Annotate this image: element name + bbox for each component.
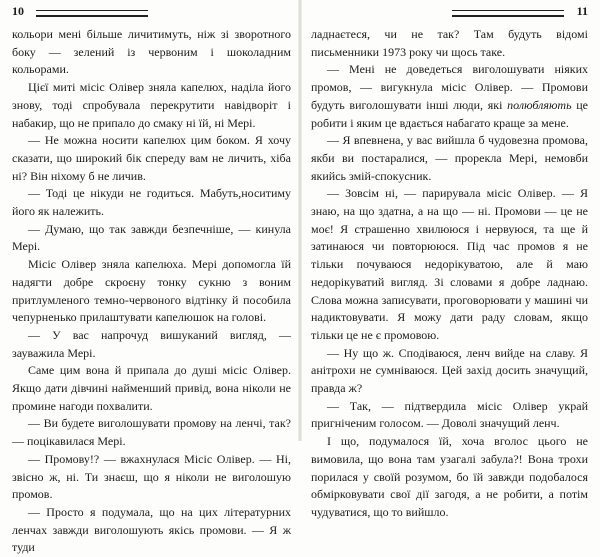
paragraph: — У вас напрочуд вишуканий вигляд, — зауважила Мері.	[12, 327, 291, 360]
left-page-header	[12, 0, 291, 26]
paragraph: — Ви будете виголошувати промову на ленчі, так? — поцікавилася Мері.	[12, 416, 291, 449]
page-number: 10	[12, 4, 24, 18]
paragraph: — Просто я подумала, що на цих літературних ленчах завжди виголошують якісь промови. — Я ж туди	[12, 504, 291, 555]
emphasis-word: полюбляють	[507, 97, 572, 112]
header-rule	[452, 10, 564, 17]
paragraph: ладнаєтеся, чи не так? Там будуть відомі письменники 1973 року чи щось таке.	[311, 27, 588, 59]
paragraph: — Ну що ж. Сподіваюся, ленч вийде на славу. Я анітрохи не сумніваюся. Цей захід досить значущий, правда ж?	[311, 345, 588, 396]
paragraph: І що, подумалося їй, хоча вголос цього не вимовила, що вона там узагалі забула?! Вона трохи порилася у своїй розумом, бо їй завжди подобалося обмірковувати свої дії загодя, а не робити, а потім чудуватися, що то вийшло.	[311, 434, 588, 519]
page-body	[311, 26, 588, 522]
paragraph: кольори мені більше личитимуть, ніж зі зворотного боку — зелений із червоним і шоколадним кольорами.	[12, 27, 291, 77]
paragraph: — Думаю, що так завжди безпечніше, — кинула Мері.	[12, 221, 291, 254]
paragraph: Місіс Олівер зняла капелюха. Мері допомогла їй надягти добре скроєну тонку сукню з воним притлумленого темно-червоного відтінку й пособила чепурненько прилаштувати капелюшок на голові.	[12, 257, 291, 325]
paragraph: — Я впевнена, у вас вийшла б чудовезна промова, якби ви постаралися, — прорекла Мері, немовби якийсь змій-спокусник.	[311, 133, 588, 183]
paragraph: — Зовсім ні, — парирувала місіс Олівер. — Я знаю, на що здатна, а на що — ні. Промови — це не моє! Я страшенно хвилююся і нервуюся, та ще й затинаюся чи повторююся. Під час промов я не тільки почуваюся недорікуватою, але й маю недорікуватий вигляд. Зі словами я добре ладнаю. Слова можна записувати, проговорювати у машині чи надиктовувати. Я можу дати раду словам, якщо тільки це не є промовою.	[311, 186, 588, 342]
paragraph: — Тоді це нікуди не годиться. Мабуть,носитиму його як належить.	[12, 186, 291, 219]
paragraph: — Мені не доведеться виголошувати ніяких промов, — вигукнула місіс Олівер. — Промови будуть виголошувати інші люди, які полюбляють це робити і яким це вдається набагато краще за мене.	[311, 62, 588, 130]
left-page	[0, 0, 299, 555]
paragraph: — Не можна носити капелюх цим боком. Я хочу сказати, що широкий бік спереду вам не личить, хіба ні? Він ніхому б не личив.	[12, 133, 291, 183]
page-number: 11	[576, 4, 588, 18]
paragraph: — Промову!? — вжахнулася Місіс Олівер. — Ні, звісно ж, ні. Ти знаєш, що я ніколи не виголошую промов.	[12, 451, 291, 502]
paragraph: Цієї миті місіс Олівер зняла капелюх, наділа його знову, тоді спробувала перекрутити навідворіт і набакир, що не припало до смаку ні їй, ні Мері.	[12, 80, 291, 130]
header-rule	[36, 10, 148, 17]
paragraph: Саме цим вона й припала до душі місіс Олівер. Якщо дати дівчині найменший привід, вона ніколи не проминe нагоди похвалити.	[12, 363, 291, 413]
right-page	[301, 0, 600, 519]
paragraph: — Так, — підтвердила місіс Олівер украй пригніченим голосом. — Доволі значущий ленч.	[311, 398, 588, 431]
right-page-header	[311, 0, 588, 26]
page-body	[12, 26, 291, 557]
